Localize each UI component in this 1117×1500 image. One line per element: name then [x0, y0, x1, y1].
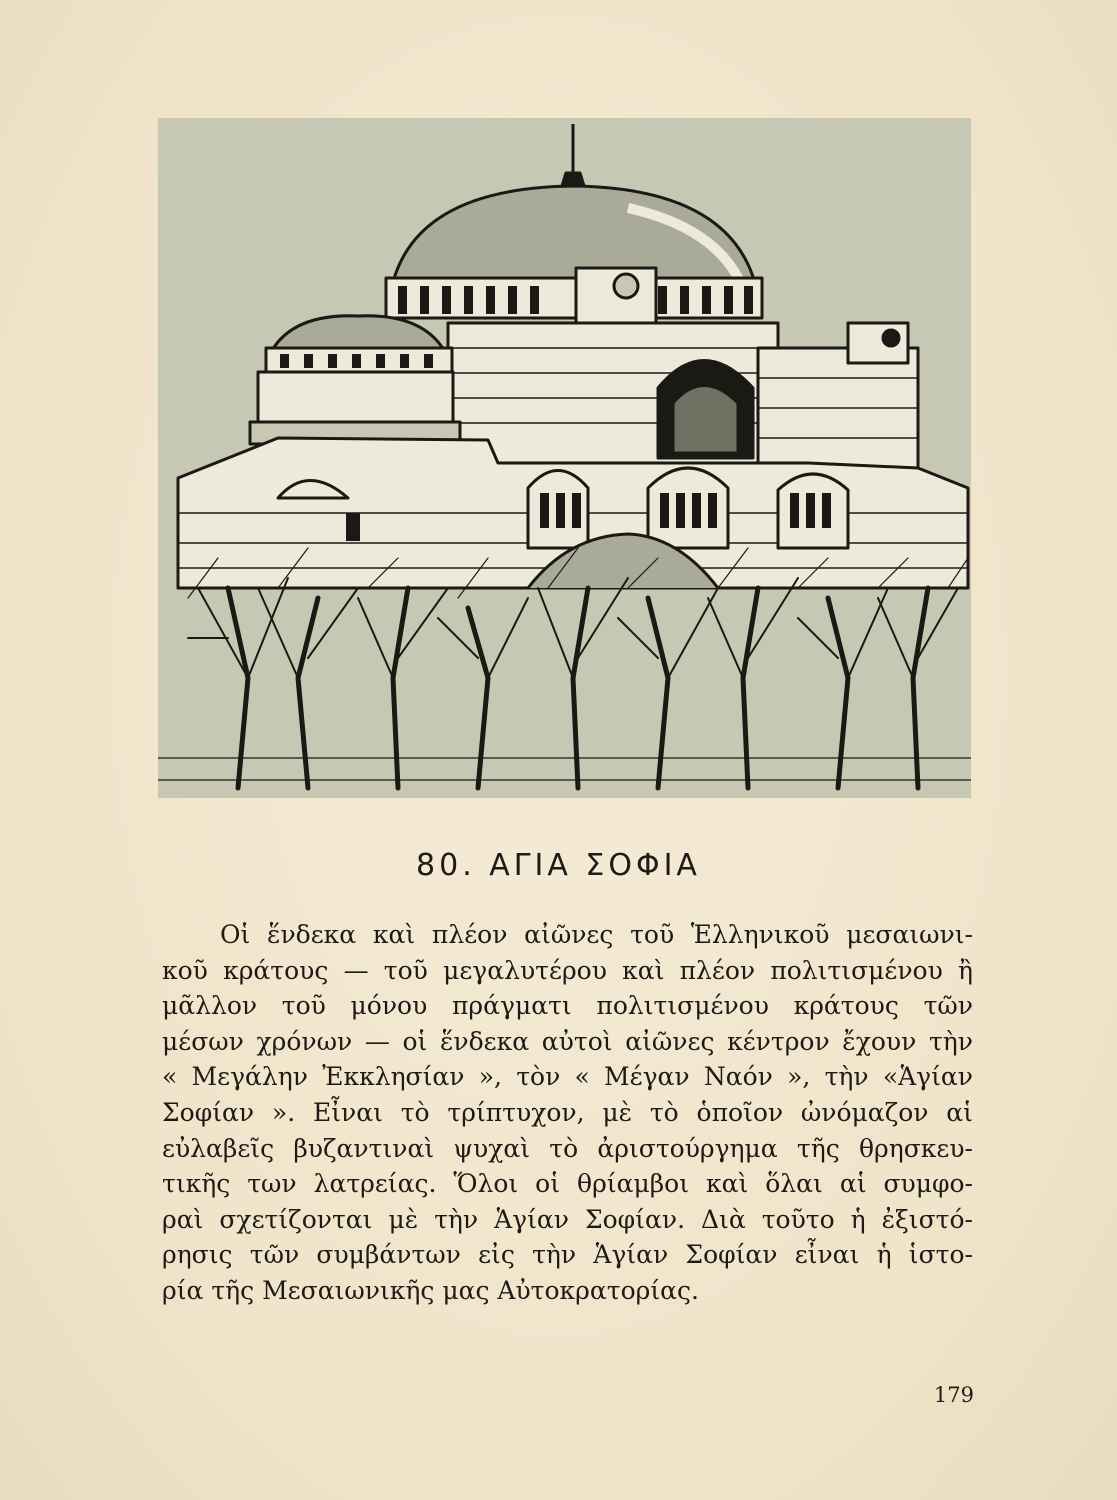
paragraph [162, 917, 973, 1309]
text-line: μᾶλλον τοῦ μόνου πράγματι πολιτισμένου κράτους τῶν [162, 991, 973, 1021]
text-line: τικῆς των λατρείας. Ὅλοι οἱ θρίαμβοι καὶ ὅλαι αἱ συμφο- [162, 1169, 973, 1199]
text-line: ραὶ σχετίζονται μὲ τὴν Ἁγίαν Σοφίαν. Διὰ τοῦτο ἡ ἐξιστό- [162, 1204, 973, 1234]
chapter-title: 80. ΑΓΙΑ ΣΟΦΙΑ [416, 848, 701, 883]
text-line: « Μεγάλην Ἐκκλησίαν », τὸν « Μέγαν Ναόν », τὴν «Ἁγίαν [162, 1062, 973, 1092]
text-line: ρησις τῶν συμβάντων εἰς τὴν Ἁγίαν Σοφίαν εἶναι ἡ ἱστο- [162, 1240, 973, 1270]
page-number: 179 [933, 1383, 974, 1407]
text-line: ρία τῆς Μεσαιωνικῆς μας Αὐτοκρατορίας. [162, 1275, 699, 1305]
text-line: εὐλαβεῖς βυζαντιναὶ ψυχαὶ τὸ ἀριστούργημα τῆς θρησκευ- [162, 1133, 973, 1163]
text-line: μέσων χρόνων — οἱ ἕνδεκα αὐτοὶ αἰῶνες κέντρον ἔχουν τὴν [162, 1026, 973, 1056]
hagia-sophia-engraving-icon [158, 118, 971, 798]
text-line: κοῦ κράτους — τοῦ μεγαλυτέρου καὶ πλέον πολιτισμένου ἢ [162, 955, 973, 985]
hagia-sophia-illustration [158, 118, 971, 798]
text-line: Σοφίαν ». Εἶναι τὸ τρίπτυχον, μὲ τὸ ὁποῖον ὠνόμαζον αἱ [162, 1097, 973, 1127]
text-line: Οἱ ἕνδεκα καὶ πλέον αἰῶνες τοῦ Ἑλληνικοῦ μεσαιωνι- [220, 920, 973, 949]
